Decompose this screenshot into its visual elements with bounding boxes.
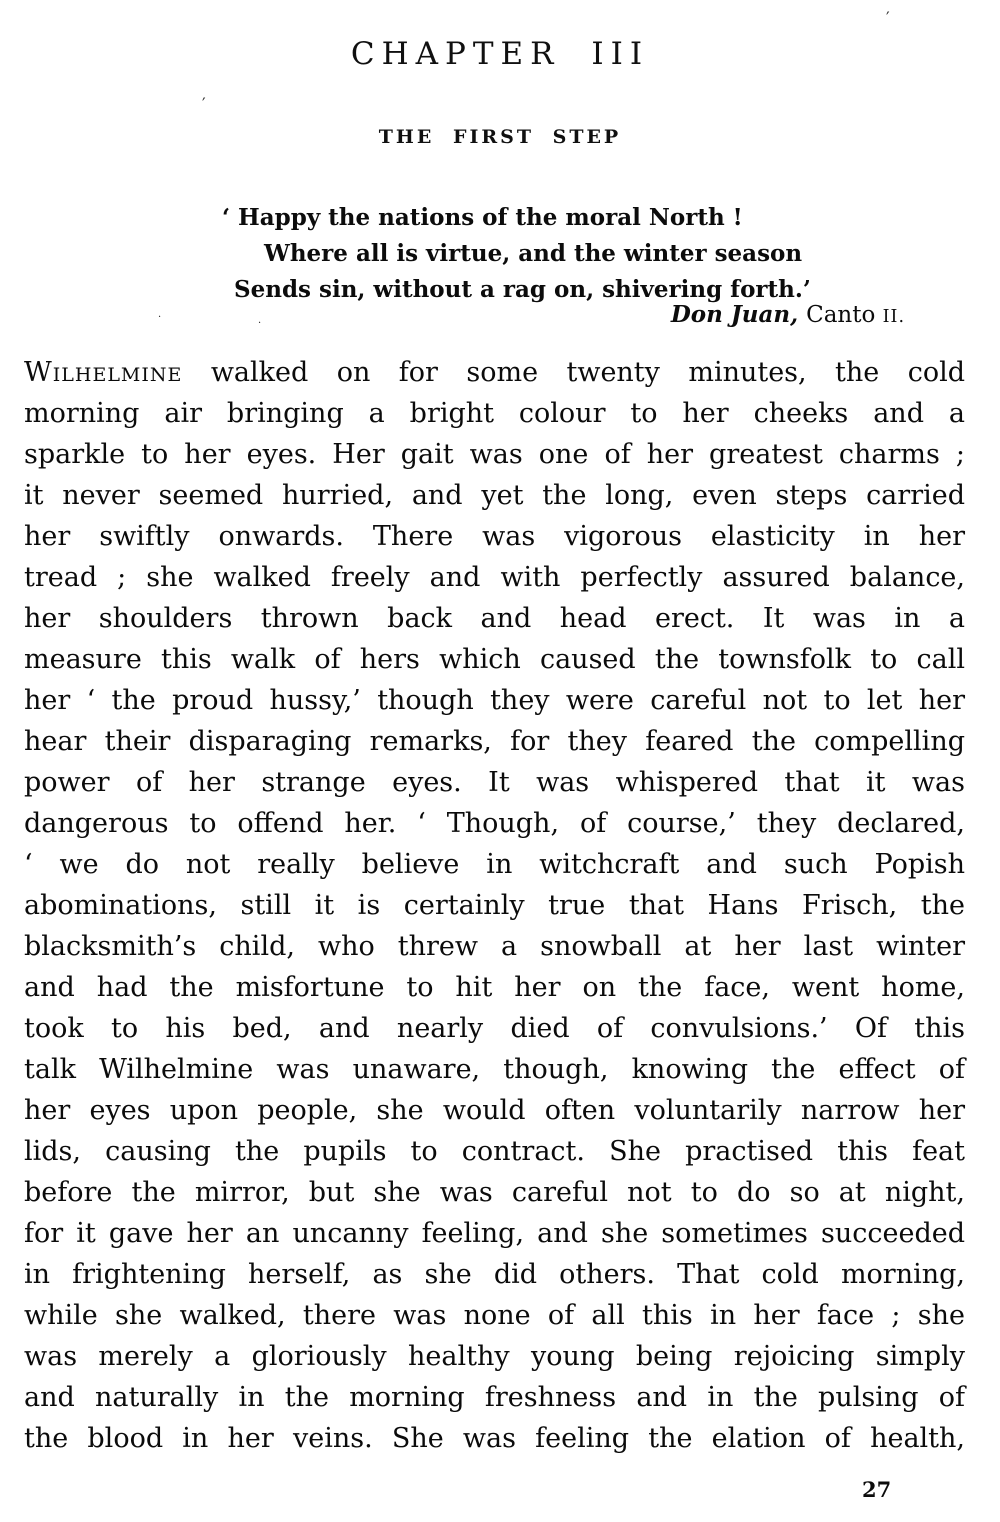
chapter-heading: CHAPTER III (350, 36, 650, 72)
lead-word-smallcaps: Wilhelmine (24, 357, 183, 388)
body-line: in frightening herself, as she did others. That cold morning, (24, 1259, 965, 1290)
scan-speck: · (258, 318, 262, 329)
body-line: the blood in her veins. She was feeling the elation of health, (24, 1423, 965, 1454)
body-line: her ‘ the proud hussy,’ though they were careful not to let her (24, 685, 965, 716)
epigraph-line: ‘ Happy the nations of the moral North ! (222, 204, 743, 231)
body-line: abominations, still it is certainly true that Hans Frisch, the (24, 890, 965, 921)
scan-speck: · (158, 312, 162, 323)
body-text (24, 352, 965, 1459)
page-number: 27 (862, 1477, 892, 1502)
body-line: sparkle to her eyes. Her gait was one of her greatest charms ; (24, 439, 965, 470)
body-line: lids, causing the pupils to contract. She practised this feat (24, 1136, 965, 1167)
body-line: dangerous to offend her. ‘ Though, of course,’ they declared, (24, 808, 965, 839)
epigraph-source-canto-numeral: II. (882, 307, 905, 327)
body-line: measure this walk of hers which caused the townsfolk to call (24, 644, 965, 675)
body-line: ‘ we do not really believe in witchcraft and such Popish (24, 849, 965, 880)
body-line: it never seemed hurried, and yet the long, even steps carried (24, 480, 965, 511)
epigraph-source-title: Don Juan, (670, 301, 799, 328)
body-line: while she walked, there was none of all this in her face ; she (24, 1300, 965, 1331)
body-line: power of her strange eyes. It was whispered that it was (24, 767, 965, 798)
chapter-subtitle: THE FIRST STEP (378, 126, 622, 148)
body-line: blacksmith’s child, who threw a snowball at her last winter (24, 931, 965, 962)
body-line: her swiftly onwards. There was vigorous elasticity in her (24, 521, 965, 552)
scan-speck: ′ (202, 94, 206, 113)
epigraph-line: Where all is virtue, and the winter season (264, 240, 803, 267)
body-line: hear their disparaging remarks, for they feared the compelling (24, 726, 965, 757)
scan-speck: ′ (886, 8, 890, 27)
epigraph-source-canto-label: Canto (806, 302, 876, 328)
body-line: and naturally in the morning freshness and in the pulsing of (24, 1382, 965, 1413)
body-line: morning air bringing a bright colour to her cheeks and a (24, 398, 965, 429)
body-line: tread ; she walked freely and with perfectly assured balance, (24, 562, 965, 593)
body-line: talk Wilhelmine was unaware, though, knowing the effect of (24, 1054, 965, 1085)
body-line: and had the misfortune to hit her on the face, went home, (24, 972, 965, 1003)
body-line: her eyes upon people, she would often voluntarily narrow her (24, 1095, 965, 1126)
lead-line-rest: walked on for some twenty minutes, the cold (182, 357, 965, 388)
body-line: for it gave her an uncanny feeling, and she sometimes succeeded (24, 1218, 965, 1249)
epigraph-line: Sends sin, without a rag on, shivering forth.’ (234, 276, 811, 303)
body-lines (24, 393, 965, 1459)
body-line-first (24, 352, 965, 393)
body-line: before the mirror, but she was careful not to do so at night, (24, 1177, 965, 1208)
body-line: took to his bed, and nearly died of convulsions.’ Of this (24, 1013, 965, 1044)
epigraph-source (671, 301, 905, 328)
epigraph (222, 200, 922, 308)
body-line: was merely a gloriously healthy young being rejoicing simply (24, 1341, 965, 1372)
body-line: her shoulders thrown back and head erect. It was in a (24, 603, 965, 634)
